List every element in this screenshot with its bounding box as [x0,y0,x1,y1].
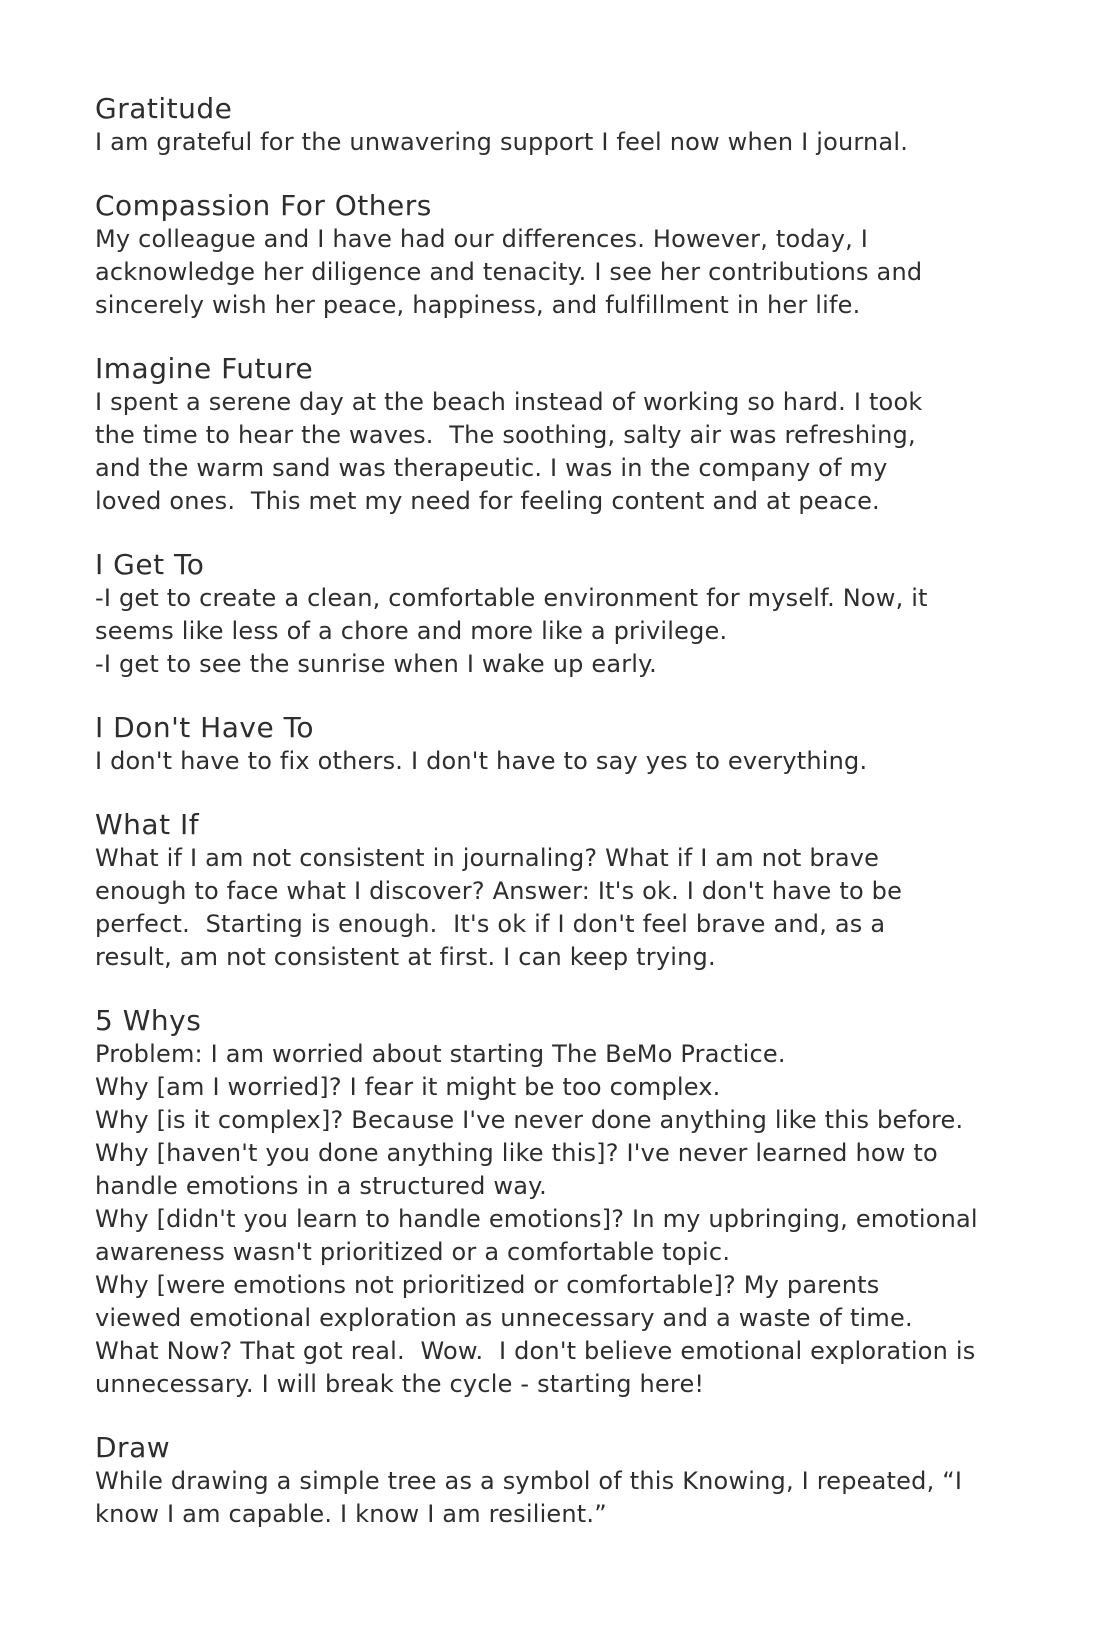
section-line: My colleague and I have had our differences. However, today, I [95,225,869,253]
section-line: the time to hear the waves. The soothing, salty air was refreshing, [95,421,916,449]
section-line: viewed emotional exploration as unnecessary and a waste of time. [95,1304,913,1332]
section-line: Why [is it complex]? Because I've never done anything like this before. [95,1106,964,1134]
section-title-compassion-for-others: Compassion For Others [95,189,432,222]
journal-section-five-whys [95,1004,1064,1401]
journal-section-gratitude [95,92,1064,159]
section-line: perfect. Starting is enough. It's ok if I don't feel brave and, as a [95,910,886,938]
section-line: I spent a serene day at the beach instead of working so hard. I took [95,388,923,416]
section-line: loved ones. This met my need for feeling content and at peace. [95,487,880,515]
section-line: Why [were emotions not prioritized or comfortable]? My parents [95,1271,880,1299]
section-line: Problem: I am worried about starting The BeMo Practice. [95,1040,786,1068]
section-line: seems like less of a chore and more like a privilege. [95,617,728,645]
section-line: -I get to create a clean, comfortable environment for myself. Now, it [95,584,928,612]
section-line: Why [haven't you done anything like this]? I've never learned how to [95,1139,938,1167]
section-title-i-get-to: I Get To [95,548,205,581]
journal-section-what-if [95,808,1064,974]
section-line: know I am capable. I know I am resilient.” [95,1500,607,1528]
section-line: What if I am not consistent in journaling? What if I am not brave [95,844,880,872]
section-title-gratitude: Gratitude [95,92,233,125]
section-line: acknowledge her diligence and tenacity. I see her contributions and [95,258,923,286]
section-line: awareness wasn't prioritized or a comfortable topic. [95,1238,731,1266]
journal-section-draw [95,1431,1064,1531]
journal-section-imagine-future [95,352,1064,518]
section-line: unnecessary. I will break the cycle - starting here! [95,1370,705,1398]
section-line: Why [didn't you learn to handle emotions]? In my upbringing, emotional [95,1205,978,1233]
section-line: I am grateful for the unwavering support I feel now when I journal. [95,128,909,156]
section-line: sincerely wish her peace, happiness, and fulfillment in her life. [95,291,861,319]
section-line: I don't have to fix others. I don't have to say yes to everything. [95,747,868,775]
section-title-draw: Draw [95,1431,171,1464]
section-line: Why [am I worried]? I fear it might be too complex. [95,1073,721,1101]
section-line: -I get to see the sunrise when I wake up early. [95,650,657,678]
section-line: What Now? That got real. Wow. I don't believe emotional exploration is [95,1337,976,1365]
section-line: result, am not consistent at first. I can keep trying. [95,943,716,971]
section-line: enough to face what I discover? Answer: It's ok. I don't have to be [95,877,903,905]
sections-container [95,92,1064,1531]
section-title-i-dont-have-to: I Don't Have To [95,711,315,744]
section-line: handle emotions in a structured way. [95,1172,547,1200]
section-title-imagine-future: Imagine Future [95,352,314,385]
journal-section-compassion-for-others [95,189,1064,322]
section-title-five-whys: 5 Whys [95,1004,202,1037]
section-title-what-if: What If [95,808,200,841]
section-line: and the warm sand was therapeutic. I was in the company of my [95,454,888,482]
journal-section-i-dont-have-to [95,711,1064,778]
journal-section-i-get-to [95,548,1064,681]
section-line: While drawing a simple tree as a symbol of this Knowing, I repeated, “I [95,1467,963,1495]
